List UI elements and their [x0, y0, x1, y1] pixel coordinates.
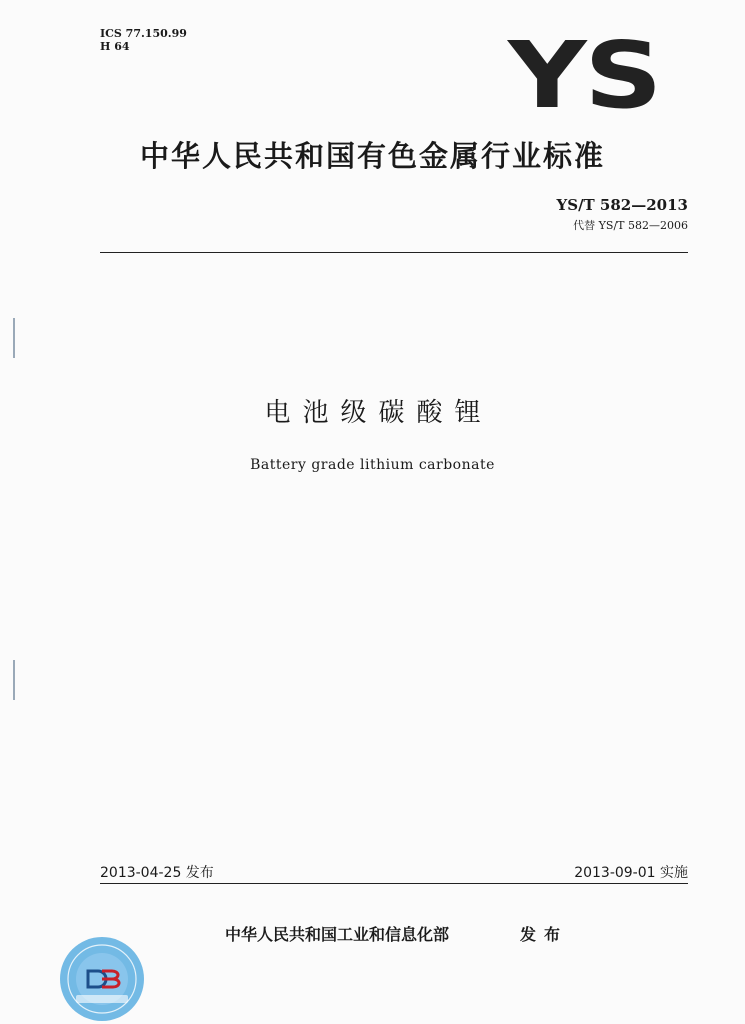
- document-title-en: Battery grade lithium carbonate: [250, 457, 495, 473]
- classification-codes: [100, 27, 187, 53]
- publisher-name: 中华人民共和国工业和信息化部: [225, 925, 450, 944]
- standard-title: 中华人民共和国有色金属行业标准: [139, 139, 605, 173]
- document-title-cn: 电池级碳酸锂: [264, 398, 493, 428]
- implementation-date: 2013-09-01 实施: [574, 865, 688, 881]
- standard-number-block: [557, 196, 688, 233]
- issue-date: 2013-04-25 发布: [100, 865, 214, 881]
- scan-edge-mark: [13, 318, 15, 358]
- ys-logo: YS: [508, 22, 661, 129]
- header-rule: [100, 252, 688, 253]
- footer-rule: [100, 883, 688, 884]
- ics-code: ICS 77.150.99: [100, 27, 187, 40]
- anti-counterfeit-seal-icon: [58, 935, 146, 1023]
- publish-label: 发布: [520, 925, 569, 944]
- standard-number: YS/T 582—2013: [556, 196, 688, 214]
- scan-edge-mark: [13, 660, 15, 700]
- replaces-standard: 代替 YS/T 582—2006: [573, 219, 688, 232]
- ccs-code: H 64: [100, 40, 130, 53]
